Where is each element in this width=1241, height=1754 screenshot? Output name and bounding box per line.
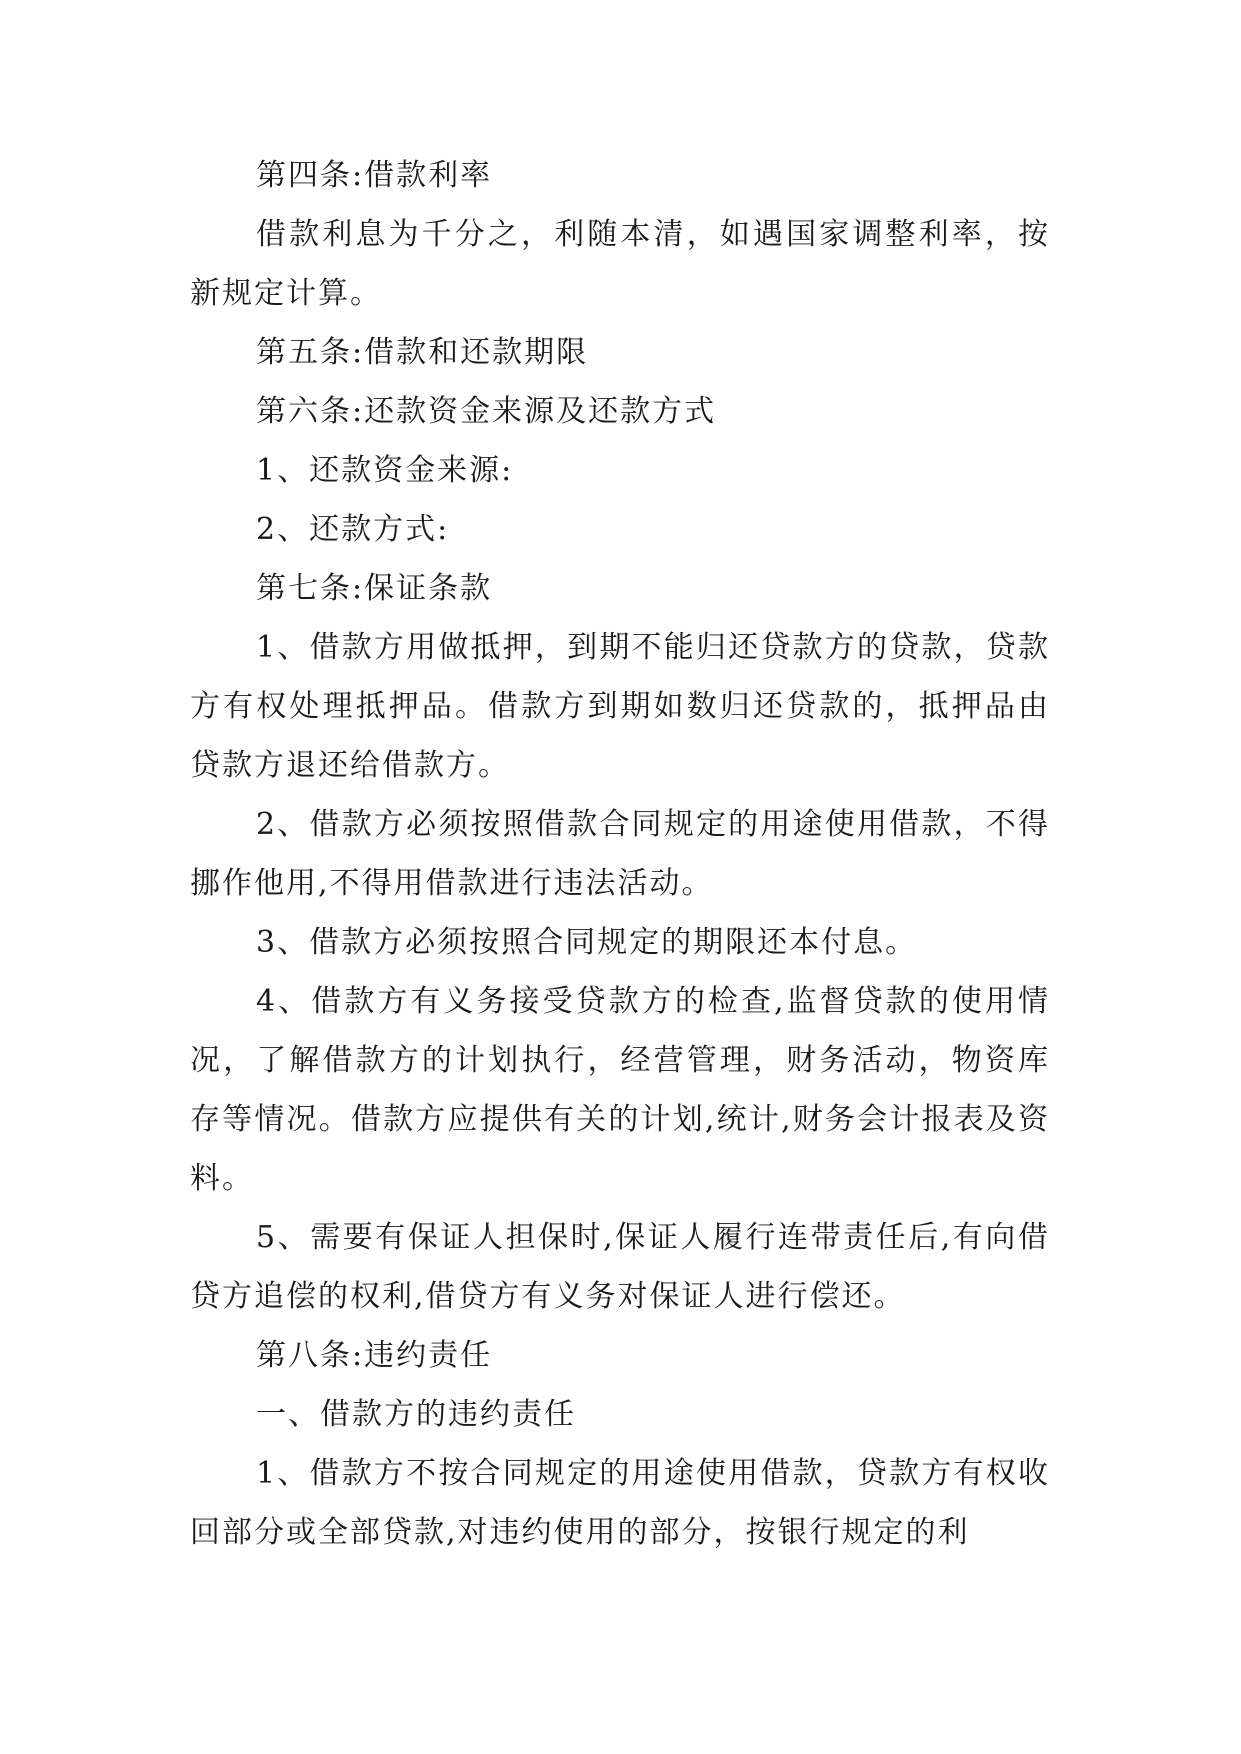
borrower-liability-heading: 一、借款方的违约责任 bbox=[256, 1397, 576, 1432]
repayment-source-item: 1、还款资金来源: bbox=[256, 453, 514, 488]
guarantee-clause-4: 4、借款方有义务接受贷款方的检查,监督贷款的使用情况，了解借款方的计划执行，经营管理，财务活动，物资库存等情况。借款方应提供有关的计划,统计,财务会计报表及资料。 bbox=[190, 984, 1050, 1196]
guarantee-clause-3: 3、借款方必须按照合同规定的期限还本付息。 bbox=[256, 925, 918, 960]
interest-rate-paragraph: 借款利息为千分之，利随本清，如遇国家调整利率，按新规定计算。 bbox=[190, 217, 1050, 311]
guarantee-clause-5: 5、需要有保证人担保时,保证人履行连带责任后,有向借贷方追偿的权利,借贷方有义务对保证人进行偿还。 bbox=[190, 1220, 1050, 1314]
article-5-heading: 第五条:借款和还款期限 bbox=[256, 335, 589, 370]
guarantee-clause-1: 1、借款方用做抵押，到期不能归还贷款方的贷款，贷款方有权处理抵押品。借款方到期如数归还贷款的，抵押品由贷款方退还给借款方。 bbox=[190, 630, 1050, 783]
liability-clause-1: 1、借款方不按合同规定的用途使用借款，贷款方有权收回部分或全部贷款,对违约使用的部分，按银行规定的利 bbox=[190, 1456, 1050, 1550]
repayment-method-item: 2、还款方式: bbox=[256, 512, 450, 547]
guarantee-clause-2: 2、借款方必须按照借款合同规定的用途使用借款，不得挪作他用,不得用借款进行违法活动。 bbox=[190, 807, 1050, 901]
article-6-heading: 第六条:还款资金来源及还款方式 bbox=[256, 394, 717, 429]
document-page bbox=[190, 146, 1050, 1562]
article-7-heading: 第七条:保证条款 bbox=[256, 571, 493, 606]
article-8-heading: 第八条:违约责任 bbox=[256, 1338, 493, 1373]
article-4-heading: 第四条:借款利率 bbox=[256, 158, 493, 193]
